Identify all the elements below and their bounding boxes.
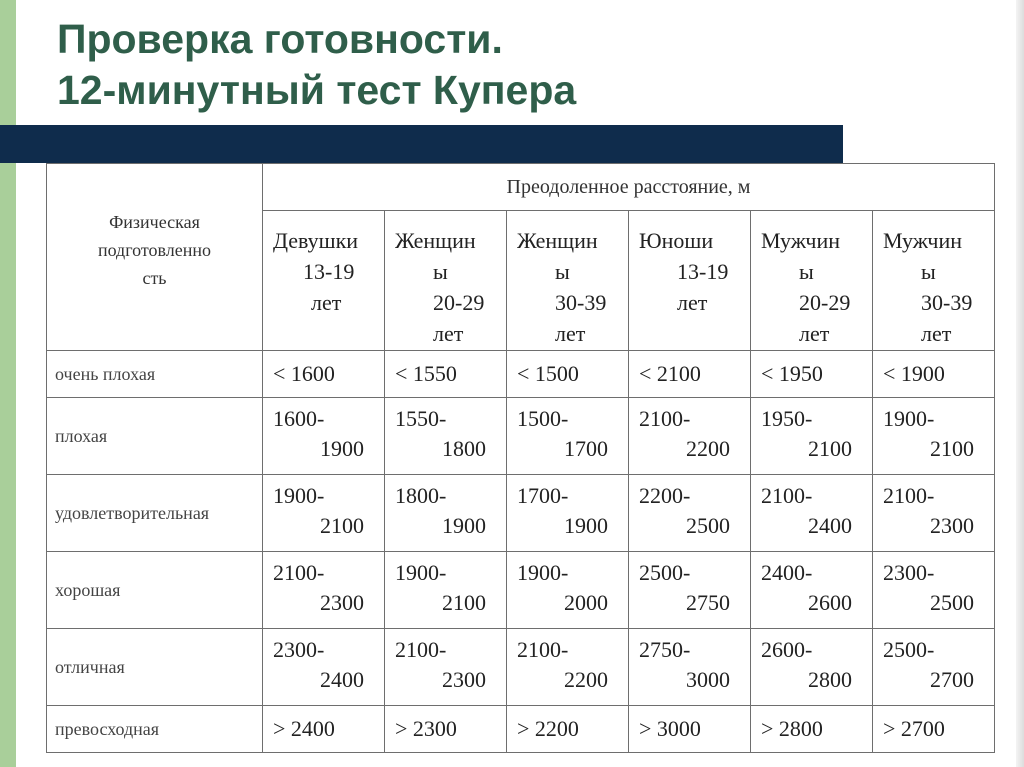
range-start: 1500-	[517, 406, 569, 431]
range-start: 2100-	[273, 560, 325, 585]
column-header-line: Юноши	[639, 228, 714, 253]
range-end: 2400	[320, 667, 364, 692]
distance-cell	[629, 552, 751, 629]
distance-cell	[873, 552, 995, 629]
range-end: 2500	[930, 590, 974, 615]
range-start: 2100-	[761, 483, 813, 508]
range-end: 2600	[808, 590, 852, 615]
column-header-line: лет	[799, 321, 830, 346]
distance-cell	[385, 475, 507, 552]
range-start: 1900-	[395, 560, 447, 585]
column-header-line: Мужчин	[761, 228, 840, 253]
distance-cell	[873, 398, 995, 475]
distance-cell	[507, 552, 629, 629]
distance-cell	[507, 475, 629, 552]
column-header-line: 20-29	[799, 290, 851, 315]
column-header-line: Женщин	[395, 228, 476, 253]
corner-line-3: сть	[142, 268, 167, 288]
distance-cell	[263, 552, 385, 629]
distance-cell: < 1550	[385, 351, 507, 398]
range-start: 2100-	[395, 637, 447, 662]
range-start: 1700-	[517, 483, 569, 508]
corner-line-1: Физическая	[109, 212, 200, 232]
distance-cell: > 2800	[751, 706, 873, 753]
range-end: 2500	[686, 513, 730, 538]
range-end: 2100	[930, 436, 974, 461]
distance-cell	[507, 629, 629, 706]
distance-cell: > 2300	[385, 706, 507, 753]
distance-cell	[629, 629, 751, 706]
column-header-line: 13-19	[677, 259, 729, 284]
range-start: 1900-	[517, 560, 569, 585]
column-header-line: лет	[311, 290, 342, 315]
range-start: 2500-	[883, 637, 935, 662]
range-start: 2400-	[761, 560, 813, 585]
column-header-line: лет	[433, 321, 464, 346]
distance-cell	[751, 552, 873, 629]
column-header-4	[629, 211, 751, 351]
distance-cell: < 1900	[873, 351, 995, 398]
corner-line-2: подготовленно	[97, 240, 212, 260]
range-end: 2400	[808, 513, 852, 538]
fitness-level-label: удовлетворительная	[47, 475, 263, 552]
distance-group-header: Преодоленное расстояние, м	[263, 164, 995, 211]
distance-cell: < 1500	[507, 351, 629, 398]
left-accent-stripe	[0, 0, 16, 767]
distance-cell	[263, 629, 385, 706]
range-end: 2000	[564, 590, 608, 615]
range-end: 2300	[320, 590, 364, 615]
range-end: 2100	[442, 590, 486, 615]
corner-header-cell	[47, 164, 263, 351]
distance-cell	[385, 629, 507, 706]
fitness-level-label: превосходная	[47, 706, 263, 753]
distance-cell: > 2700	[873, 706, 995, 753]
range-start: 2750-	[639, 637, 691, 662]
distance-cell	[629, 475, 751, 552]
distance-cell	[263, 398, 385, 475]
slide-title	[57, 14, 576, 116]
table-row	[47, 629, 995, 706]
distance-cell: < 1950	[751, 351, 873, 398]
range-start: 2500-	[639, 560, 691, 585]
range-start: 1550-	[395, 406, 447, 431]
title-underline-bar	[0, 125, 843, 163]
table-row	[47, 351, 995, 398]
distance-cell: > 2400	[263, 706, 385, 753]
range-end: 2100	[320, 513, 364, 538]
column-header-1	[263, 211, 385, 351]
range-start: 1900-	[273, 483, 325, 508]
column-header-6	[873, 211, 995, 351]
table-row	[47, 552, 995, 629]
range-end: 1800	[442, 436, 486, 461]
table-row	[47, 706, 995, 753]
title-line-1: Проверка готовности.	[57, 16, 503, 62]
column-header-line: 30-39	[921, 290, 973, 315]
column-header-line: 30-39	[555, 290, 607, 315]
range-end: 3000	[686, 667, 730, 692]
distance-cell	[263, 475, 385, 552]
table-row	[47, 475, 995, 552]
column-header-line: Женщин	[517, 228, 598, 253]
fitness-level-label: очень плохая	[47, 351, 263, 398]
column-header-line: лет	[921, 321, 952, 346]
column-header-line: 20-29	[433, 290, 485, 315]
range-end: 2700	[930, 667, 974, 692]
range-end: 2300	[442, 667, 486, 692]
fitness-level-label: хорошая	[47, 552, 263, 629]
column-header-line: лет	[555, 321, 586, 346]
column-header-line: ы	[921, 259, 936, 284]
cooper-test-table	[46, 163, 995, 753]
distance-cell: > 2200	[507, 706, 629, 753]
range-start: 2200-	[639, 483, 691, 508]
range-end: 2200	[564, 667, 608, 692]
range-start: 1600-	[273, 406, 325, 431]
range-start: 1800-	[395, 483, 447, 508]
distance-cell	[507, 398, 629, 475]
range-end: 2200	[686, 436, 730, 461]
table-row	[47, 398, 995, 475]
range-end: 2750	[686, 590, 730, 615]
range-start: 2100-	[883, 483, 935, 508]
column-header-5	[751, 211, 873, 351]
range-end: 1700	[564, 436, 608, 461]
range-start: 2100-	[517, 637, 569, 662]
range-start: 2300-	[883, 560, 935, 585]
column-header-line: 13-19	[303, 259, 355, 284]
range-start: 2600-	[761, 637, 813, 662]
distance-cell	[873, 629, 995, 706]
distance-cell	[629, 398, 751, 475]
range-end: 2300	[930, 513, 974, 538]
column-header-3	[507, 211, 629, 351]
distance-cell	[751, 629, 873, 706]
column-header-line: ы	[799, 259, 814, 284]
range-end: 2800	[808, 667, 852, 692]
distance-cell	[751, 475, 873, 552]
column-header-line: ы	[555, 259, 570, 284]
distance-cell	[873, 475, 995, 552]
range-start: 2300-	[273, 637, 325, 662]
fitness-level-label: отличная	[47, 629, 263, 706]
column-header-2	[385, 211, 507, 351]
distance-cell	[751, 398, 873, 475]
column-header-line: Мужчин	[883, 228, 962, 253]
title-line-2: 12-минутный тест Купера	[57, 67, 577, 113]
column-header-line: Девушки	[273, 228, 359, 253]
distance-cell: < 2100	[629, 351, 751, 398]
range-end: 1900	[320, 436, 364, 461]
fitness-level-label: плохая	[47, 398, 263, 475]
distance-cell	[385, 552, 507, 629]
column-header-line: ы	[433, 259, 448, 284]
column-header-line: лет	[677, 290, 708, 315]
range-end: 1900	[442, 513, 486, 538]
right-edge-shadow	[1016, 0, 1024, 767]
range-start: 1950-	[761, 406, 813, 431]
range-start: 1900-	[883, 406, 935, 431]
distance-cell	[385, 398, 507, 475]
range-end: 1900	[564, 513, 608, 538]
distance-cell: > 3000	[629, 706, 751, 753]
distance-cell: < 1600	[263, 351, 385, 398]
range-start: 2100-	[639, 406, 691, 431]
range-end: 2100	[808, 436, 852, 461]
